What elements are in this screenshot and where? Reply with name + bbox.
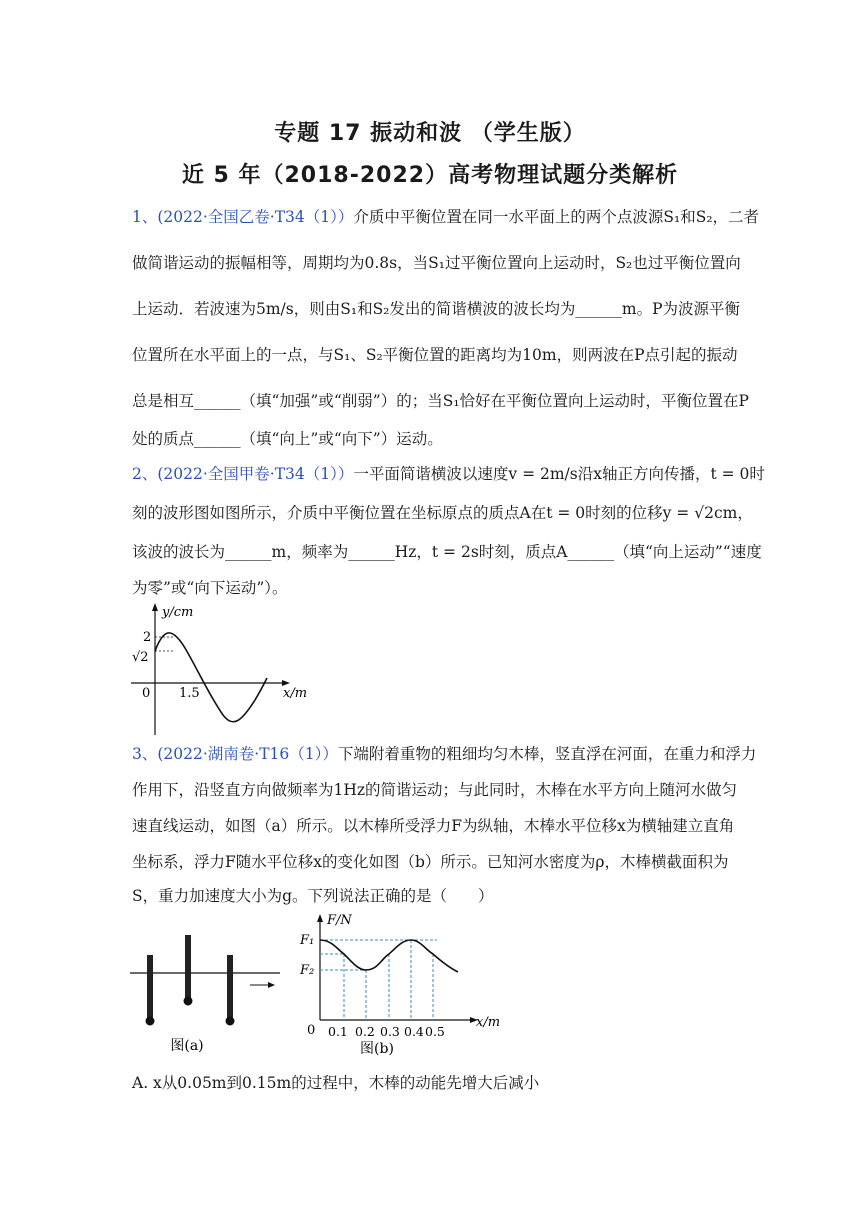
q2-line-2: 刻的波形图如图所示，介质中平衡位置在坐标原点的质点A在t = 0时刻的位移y = √2cm，: [132, 504, 753, 522]
q3-line-2: 作用下，沿竖直方向做频率为1Hz的简谐运动；与此同时，木棒在水平方向上随河水做匀: [132, 781, 738, 799]
q3-option-a: A. x从0.05m到0.15m的过程中，木棒的动能先增大后减小: [132, 1074, 540, 1092]
q1-line-2: 做简谐运动的振幅相等，周期均为0.8s，当S₁过平衡位置向上运动时，S₂也过平衡位置向: [132, 254, 741, 272]
q2-line-3: 该波的波长为______m，频率为______Hz，t = 2s时刻，质点A______（填“向上运动”“速度: [132, 543, 762, 561]
y-tick-sqrt2: √2: [132, 650, 149, 665]
q3-line-1: 3、(2022·湖南卷·T16（1））下端附着重物的粗细均匀木棒，竖直浮在河面，在重力和浮力: [132, 745, 757, 763]
q2-line-1: 2、(2022·全国甲卷·T34（1））一平面简谐横波以速度v = 2m/s沿x轴正方向传播，t = 0时: [132, 465, 765, 483]
y-tick-2: 2: [143, 630, 152, 645]
wave-figure: [125, 600, 325, 740]
q3-line-4: 坐标系，浮力F随水平位移x的变化如图（b）所示。已知河水密度为ρ，木棒横截面积为: [132, 853, 729, 871]
q3-line-5: S，重力加速度大小为g。下列说法正确的是（ ）: [132, 887, 494, 905]
q1-source: 1、(2022·全国乙卷·T34（1））: [132, 208, 354, 226]
q1-line-1: 1、(2022·全国乙卷·T34（1））介质中平衡位置在同一水平面上的两个点波源S₁和S₂，二者: [132, 208, 760, 226]
f-axis-label: F/N: [327, 913, 352, 928]
x-tick-0-1: 0.1: [328, 1024, 348, 1039]
x-axis-label-b: x/m: [476, 1015, 501, 1030]
f2-label: F₂: [300, 963, 315, 978]
title-line-2: 近 5 年（2018-2022）高考物理试题分类解析: [181, 163, 679, 188]
x-tick-0-3: 0.3: [380, 1024, 400, 1039]
figure-a-caption: 图(a): [170, 1038, 204, 1054]
figure-b: [292, 910, 502, 1060]
title-line-1: 专题 17 振动和波 （学生版）: [274, 121, 586, 146]
y-axis-label: y/cm: [162, 605, 194, 620]
origin-label-b: 0: [307, 1023, 316, 1038]
q2-line-4: 为零”或“向下运动”）。: [132, 579, 288, 597]
q1-line-6: 处的质点______（填“向上”或“向下”）运动。: [132, 430, 443, 448]
figure-a: [125, 925, 290, 1055]
wave-curve: [155, 633, 267, 722]
q2-source: 2、(2022·全国甲卷·T34（1））: [132, 465, 354, 483]
x-tick-0-2: 0.2: [355, 1024, 375, 1039]
origin-label: 0: [142, 686, 151, 701]
q1-line-3: 上运动．若波速为5m/s，则由S₁和S₂发出的简谐横波的波长均为______m。P为波源平衡: [132, 300, 741, 318]
x-tick-0-5: 0.5: [425, 1024, 445, 1039]
q3-source: 3、(2022·湖南卷·T16（1））: [132, 745, 338, 763]
x-tick-0-4: 0.4: [404, 1024, 424, 1039]
f1-label: F₁: [300, 933, 315, 948]
q3-line-3: 速直线运动，如图（a）所示。以木棒所受浮力F为纵轴，木棒水平位移x为横轴建立直角: [132, 817, 735, 835]
x-tick-1-5: 1.5: [179, 686, 200, 701]
x-axis-label: x/m: [283, 686, 308, 701]
q1-line-5: 总是相互______（填“加强”或“削弱”）的；当S₁恰好在平衡位置向上运动时，平衡位置在P: [132, 392, 749, 410]
figure-b-caption: 图(b): [360, 1041, 394, 1057]
q1-line-4: 位置所在水平面上的一点，与S₁、S₂平衡位置的距离均为10m，则两波在P点引起的振动: [132, 346, 738, 364]
